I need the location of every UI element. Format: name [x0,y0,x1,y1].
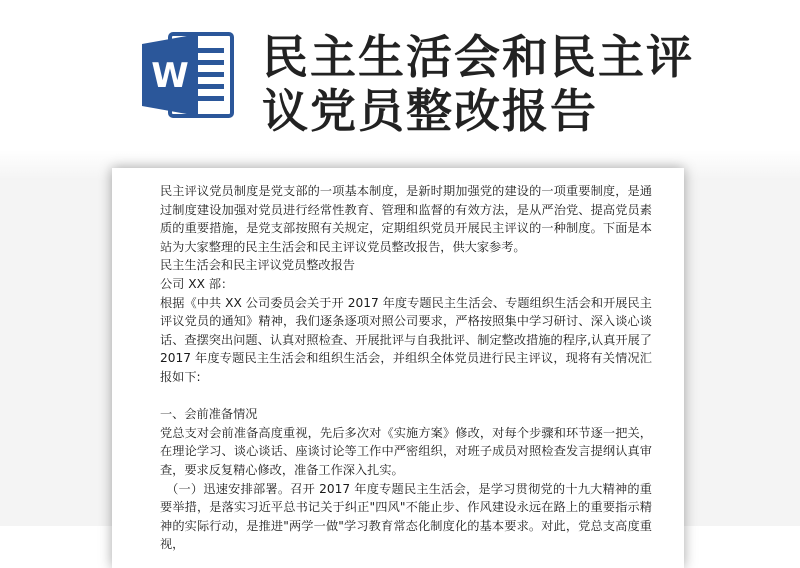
blank-line [160,387,652,406]
header-banner [0,0,800,170]
word-document-icon [140,30,240,120]
document-title [262,30,692,138]
body-paragraph: 党总支对会前准备高度重视，先后多次对《实施方案》修改，对每个步骤和环节逐一把关，在理论学习、谈心谈话、座谈讨论等工作中严密组织，对班子成员对照检查发言提纲认真审查，要求反复精心修改，准备工作深入扎实。 [160,425,652,477]
report-heading: 民主生活会和民主评议党员整改报告 [160,258,355,273]
recipient-line: 公司 XX 部： [160,276,234,291]
intro-paragraph: 民主评议党员制度是党支部的一项基本制度，是新时期加强党的建设的一项重要制度，是通过制度建设加强对党员进行经常性教育、管理和监督的有效方法，是从严治党、提高党员素质的重要措施，是党支部按照有关规定，定期组织党员开展民主评议的一种制度。下面是本站为大家整理的民主生活会和民主评议党员整改报告，供大家参考。 [160,184,652,254]
document-page [112,168,684,568]
title-line-2: 议党员整改报告 [262,84,598,138]
title-line-1: 民主生活会和民主评 [262,30,694,84]
body-paragraph: （一）迅速安排部署。召开 2017 年度专题民主生活会，是学习贯彻党的十九大精神的重要举措，是落实习近平总书记关于纠正"四风"不能止步、作风建设永远在路上的重要指示精神的实际行动，是推进"两学一做"学习教育常态化制度化的基本要求。对此，党总支高度重视， [160,481,652,552]
section-heading: 一、会前准备情况 [160,407,258,422]
body-paragraph: 根据《中共 XX 公司委员会关于开 2017 年度专题民主生活会、专题组织生活会和开展民主评议党员的通知》精神，我们逐条逐项对照公司要求，严格按照集中学习研讨、深入谈心谈话、查摆突出问题、认真对照检查、开展批评与自我批评、制定整改措施的程序,认真开展了 2017 年度专题民主生活会和组织生活会，并组织全体党员进行民主评议，现将有关情况汇报如下: [160,295,652,384]
svg-text:W: W [151,56,189,96]
document-body [160,182,652,554]
